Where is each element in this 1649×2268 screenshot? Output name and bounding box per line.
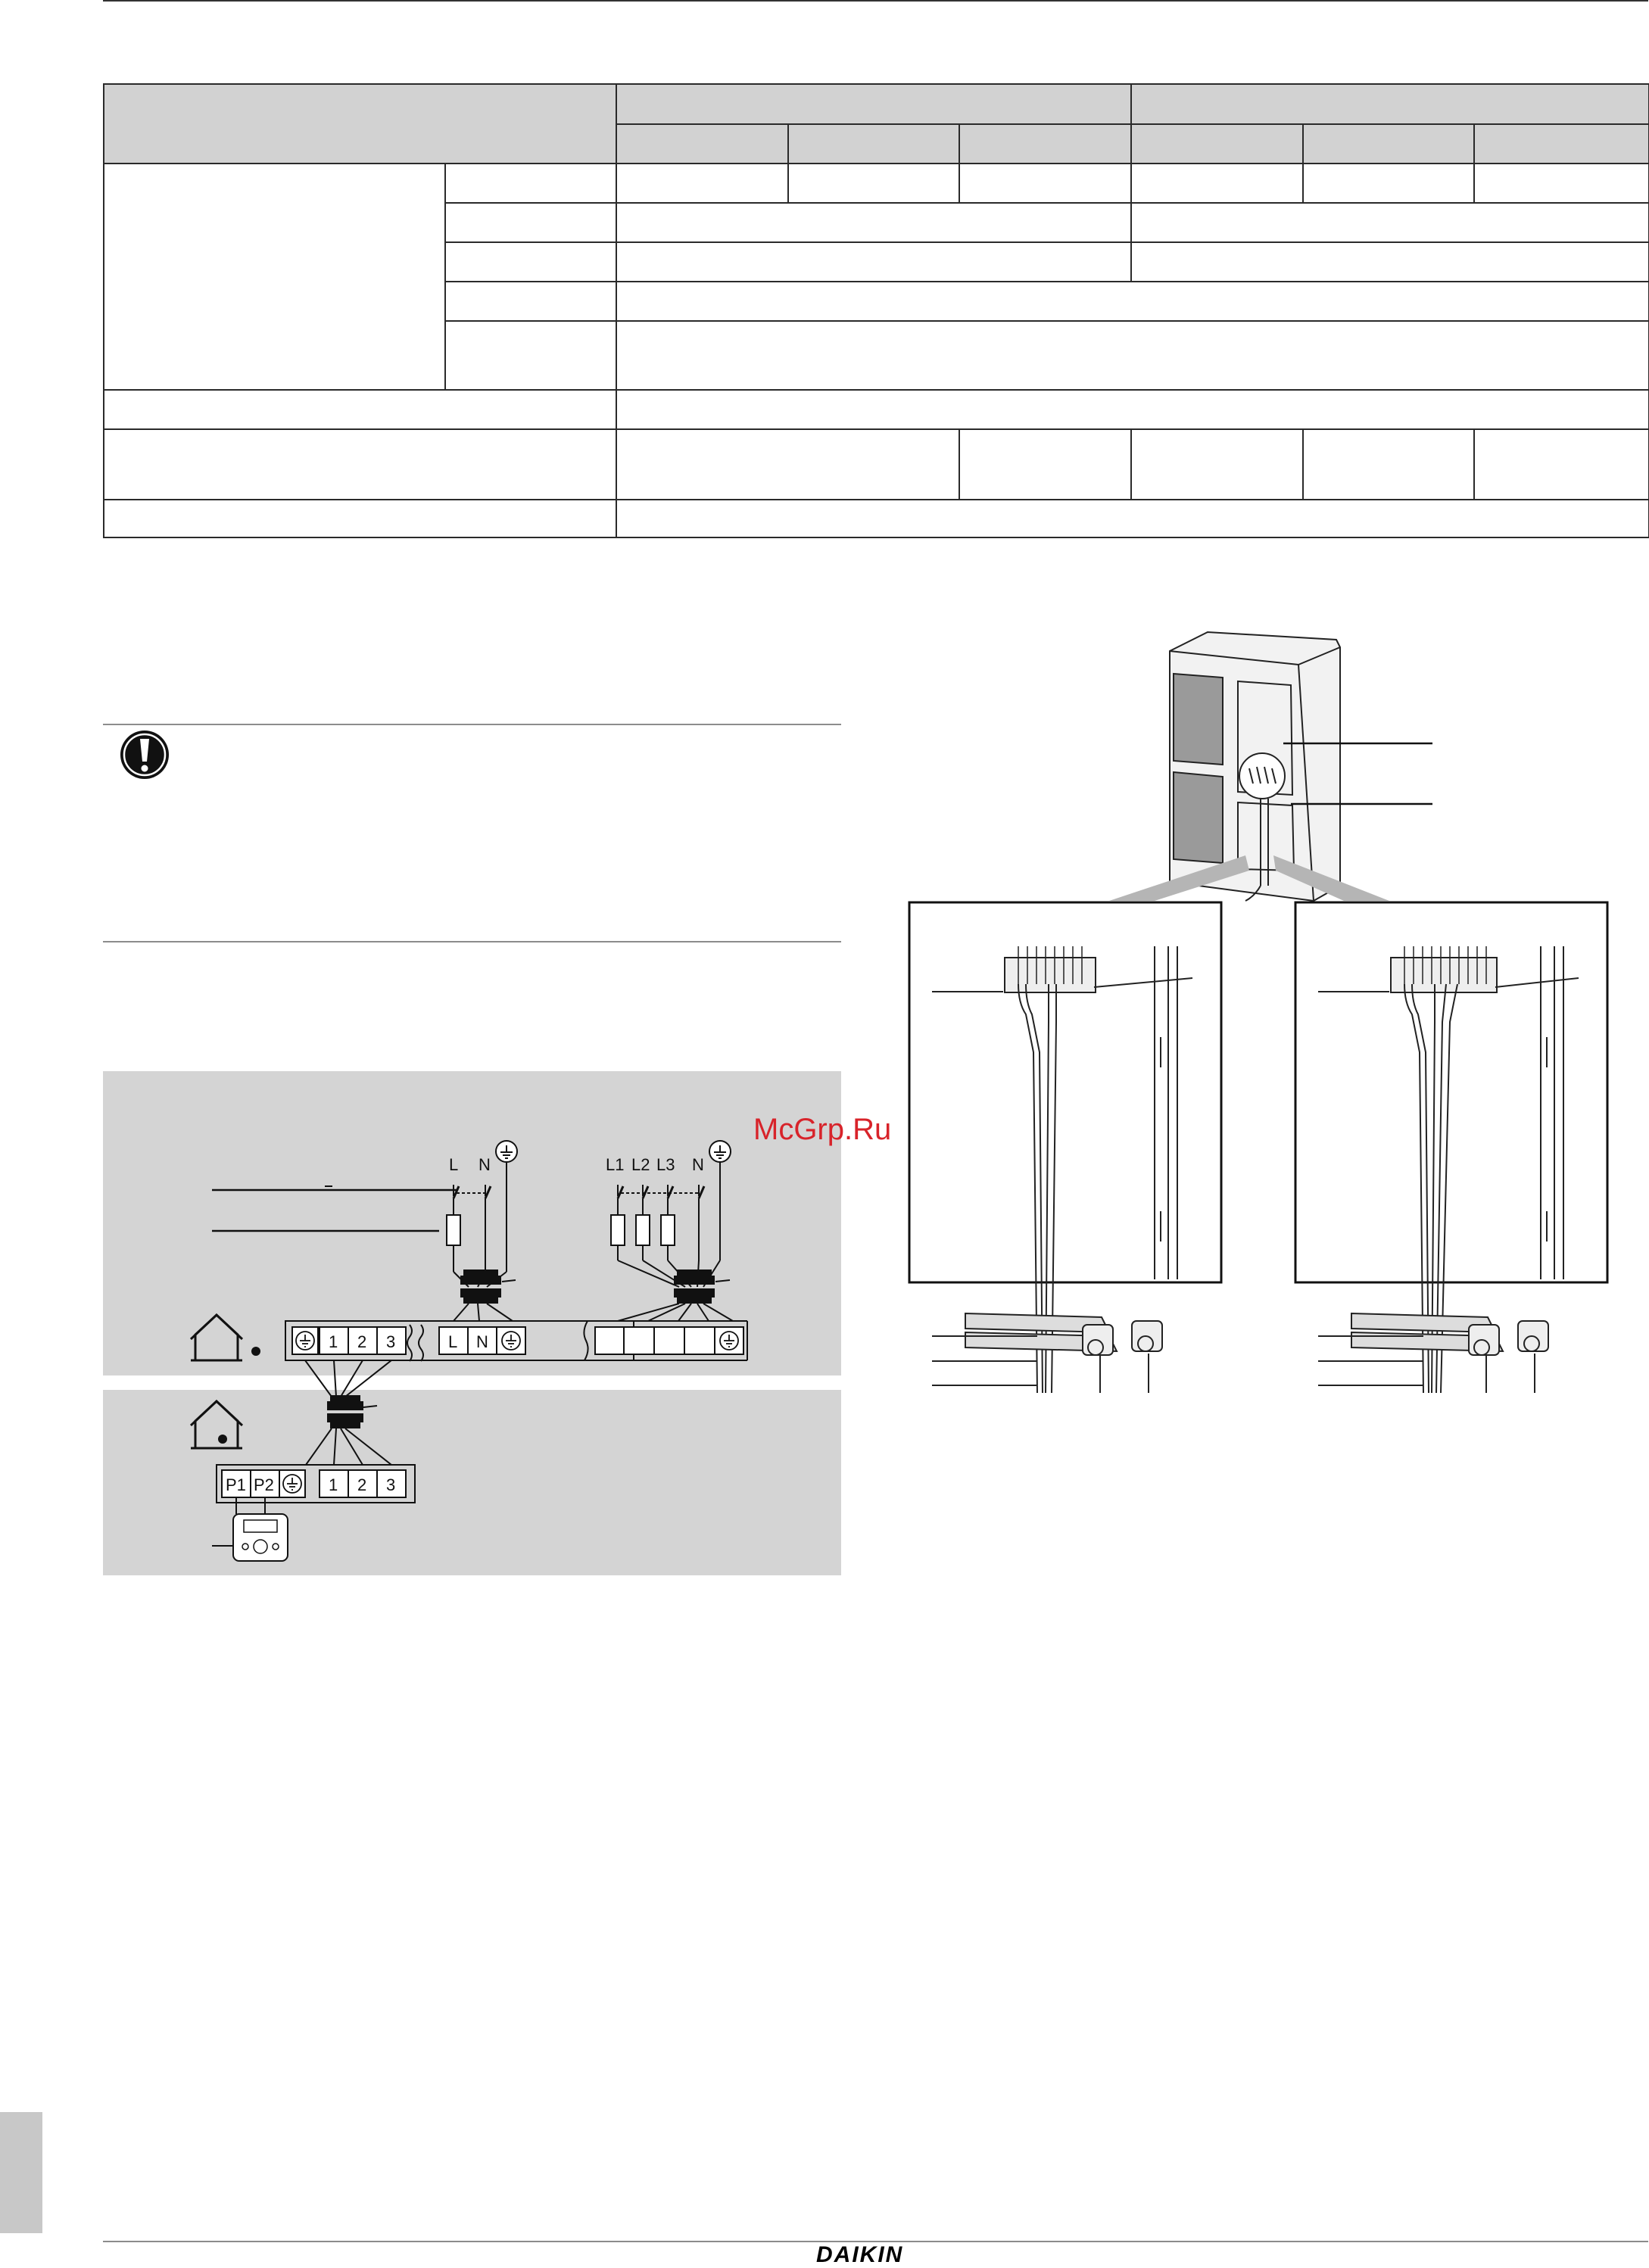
remote-controller-icon xyxy=(233,1514,288,1561)
table-cell xyxy=(616,282,1649,321)
earth-ground-icon xyxy=(709,1141,731,1162)
table-cell xyxy=(1303,164,1474,203)
table-cell xyxy=(1131,164,1303,203)
table-cell xyxy=(616,203,1131,242)
watermark: McGrp.Ru xyxy=(753,1113,892,1146)
table-cell xyxy=(445,164,616,203)
house-icon xyxy=(191,1315,242,1360)
table-cell xyxy=(1474,429,1649,500)
table-cell xyxy=(104,429,616,500)
three-phase-label-l1: L1 xyxy=(606,1155,625,1174)
outdoor-terminal-l: L xyxy=(448,1332,458,1351)
table-header-cell xyxy=(104,84,616,164)
indoor-terminal-p2: P2 xyxy=(254,1475,274,1494)
table-header-cell xyxy=(1131,124,1303,164)
indoor-terminal-p1: P1 xyxy=(226,1475,246,1494)
table-cell xyxy=(1131,203,1649,242)
outdoor-unit-illustration xyxy=(905,628,1616,1416)
table-cell xyxy=(445,321,616,390)
table-cell xyxy=(1474,164,1649,203)
outdoor-terminal-3: 3 xyxy=(386,1332,396,1351)
table-header-cell xyxy=(616,84,1131,124)
table-cell xyxy=(1131,429,1303,500)
three-phase-label-n: N xyxy=(692,1155,704,1174)
table-cell xyxy=(616,390,1649,429)
table-cell xyxy=(445,242,616,282)
table-cell xyxy=(104,390,616,429)
table-cell xyxy=(616,321,1649,390)
table-cell xyxy=(959,164,1131,203)
indoor-terminal-2: 2 xyxy=(357,1475,367,1494)
earth-ground-icon xyxy=(496,1141,517,1162)
indoor-terminal-1: 1 xyxy=(329,1475,338,1494)
table-cell xyxy=(1303,429,1474,500)
side-tab xyxy=(0,2112,42,2233)
table-cell xyxy=(616,500,1649,537)
wiring-diagram xyxy=(103,1071,841,1575)
table-cell xyxy=(959,429,1131,500)
outdoor-terminal-1: 1 xyxy=(329,1332,338,1351)
table-header-cell xyxy=(616,124,788,164)
table-cell xyxy=(788,164,959,203)
table-header-cell xyxy=(1131,84,1649,124)
table-cell xyxy=(1131,242,1649,282)
indoor-terminal-3: 3 xyxy=(386,1475,396,1494)
table-cell xyxy=(616,242,1131,282)
spec-table xyxy=(103,83,1649,538)
daikin-logo: DAIKIN xyxy=(816,2242,904,2267)
table-cell xyxy=(445,203,616,242)
top-rule xyxy=(103,0,1648,2)
table-cell xyxy=(104,164,445,390)
table-header-cell xyxy=(959,124,1131,164)
three-phase-label-l3: L3 xyxy=(656,1155,675,1174)
three-phase-label-l2: L2 xyxy=(631,1155,650,1174)
exclamation-circle-icon xyxy=(118,728,171,781)
table-cell xyxy=(616,164,788,203)
notice-top-rule xyxy=(103,724,841,725)
house-icon xyxy=(191,1401,242,1448)
notice-bottom-rule xyxy=(103,941,841,942)
table-header-cell xyxy=(1474,124,1649,164)
table-cell xyxy=(616,429,959,500)
table-cell xyxy=(445,282,616,321)
outdoor-terminal-2: 2 xyxy=(357,1332,367,1351)
outdoor-terminal-n: N xyxy=(476,1332,488,1351)
single-phase-label-n: N xyxy=(478,1155,491,1174)
table-header-cell xyxy=(788,124,959,164)
table-cell xyxy=(104,500,616,537)
single-phase-label-l: L xyxy=(449,1155,459,1174)
table-header-cell xyxy=(1303,124,1474,164)
